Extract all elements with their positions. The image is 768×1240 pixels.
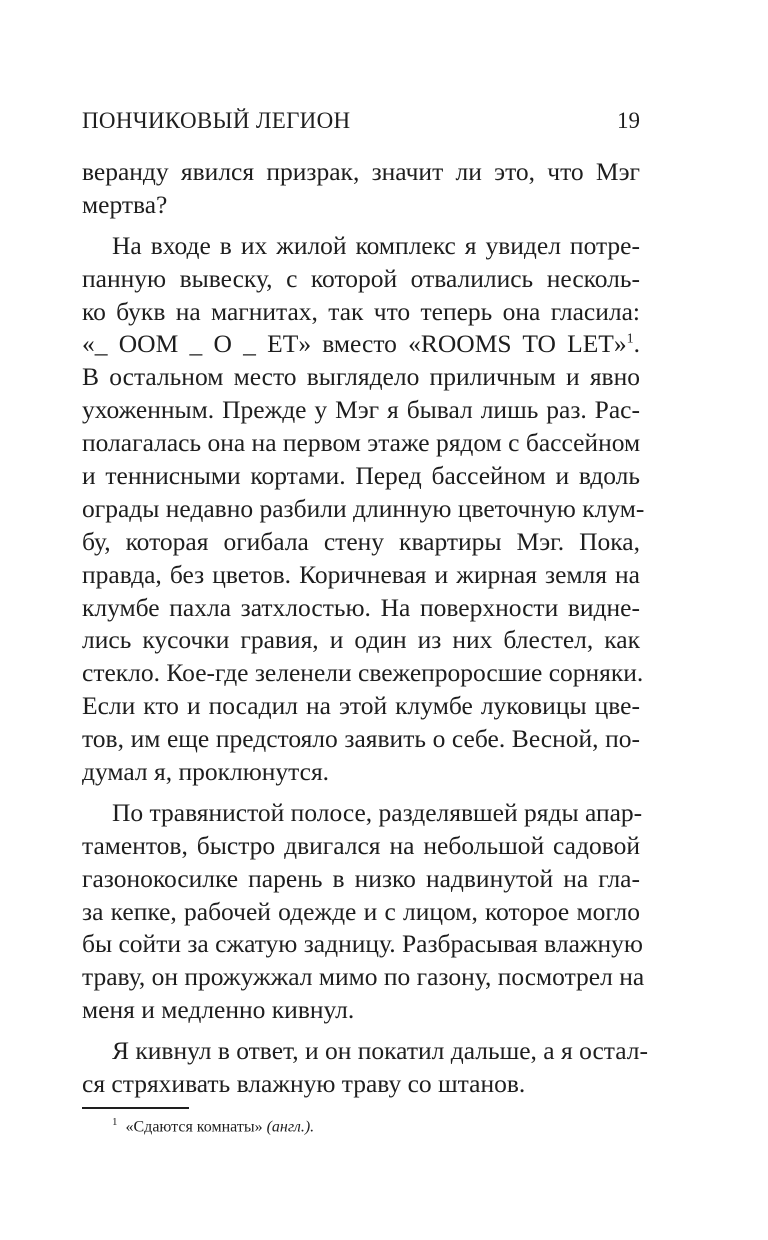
text-line: траву, он прожужжал мимо по газону, посмотрел на xyxy=(82,962,645,992)
page-number: 19 xyxy=(617,108,640,133)
text-line-content: «_ OOM _ O _ ET» вместо «ROOMS TO LET» xyxy=(82,329,627,359)
text-line: и теннисными кортами. Перед бассейном и вдоль xyxy=(82,461,640,491)
text-line: меня и медленно кивнул. xyxy=(82,995,355,1025)
running-header xyxy=(82,108,640,140)
text-line: тов, им еще предстояло заявить о себе. Весной, по- xyxy=(82,724,640,754)
text-line: мертва? xyxy=(82,189,168,219)
text-line: бы сойти за сжатую задницу. Разбрасывая влажную xyxy=(82,929,643,959)
text-line: На входе в их жилой комплекс я увидел потре- xyxy=(112,230,640,260)
paragraph xyxy=(82,230,645,789)
paragraph xyxy=(82,797,645,1027)
text-line: По травянистой полосе, разделявшей ряды апар- xyxy=(112,797,643,827)
text-line: ко букв на магнитах, так что теперь она гласила: xyxy=(82,296,640,326)
footnote-language-note: (англ.). xyxy=(266,1118,315,1136)
paragraph xyxy=(82,1035,649,1101)
text-line: бу, которая огибала стену квартиры Мэг. Пока, xyxy=(82,526,640,556)
running-title: ПОНЧИКОВЫЙ ЛЕГИОН xyxy=(82,108,351,133)
body-text xyxy=(82,156,649,1101)
text-line: панную вывеску, с которой отвалились несколь- xyxy=(82,263,640,293)
text-line: ся стряхивать влажную траву со штанов. xyxy=(82,1069,526,1099)
text-line: веранду явился призрак, значит ли это, что Мэг xyxy=(82,157,640,186)
text-line: газонокосилке парень в низко надвинутой на гла- xyxy=(82,863,640,893)
text-line: В остальном место выглядело приличным и явно xyxy=(82,362,640,392)
footnote xyxy=(112,1116,314,1136)
text-line-tail: . xyxy=(633,329,640,359)
text-line: клумбе пахла затхлостью. На поверхности видне- xyxy=(82,592,640,622)
text-line-with-footnote-ref xyxy=(82,328,640,361)
text-line: полагалась она на первом этаже рядом с бассейном xyxy=(82,428,641,458)
footnote-text: «Сдаются комнаты» xyxy=(125,1118,263,1136)
text-line: Если кто и посадил на этой клумбе луковицы цве- xyxy=(82,691,640,721)
paragraph xyxy=(82,156,640,222)
footnote-number: 1 xyxy=(112,1116,118,1128)
text-line: Я кивнул в ответ, и он покатил дальше, а я остал- xyxy=(112,1036,649,1066)
text-line: лись кусочки гравия, и один из них блестел, как xyxy=(82,625,640,655)
footnote-separator xyxy=(82,1107,189,1109)
footnote-reference: 1 xyxy=(626,331,634,347)
text-line: таментов, быстро двигался на небольшой садовой xyxy=(82,830,640,860)
text-line: за кепке, рабочей одежде и с лицом, которое могло xyxy=(82,896,640,926)
text-line: правда, без цветов. Коричневая и жирная земля на xyxy=(82,559,640,589)
text-line: стекло. Кое-где зеленели свежепроросшие сорняки. xyxy=(82,658,644,688)
text-line: ограды недавно разбили длинную цветочную клум- xyxy=(82,493,645,523)
text-line: ухоженным. Прежде у Мэг я бывал лишь раз. Рас- xyxy=(82,395,640,425)
text-line: думал я, проклюнутся. xyxy=(82,757,330,787)
